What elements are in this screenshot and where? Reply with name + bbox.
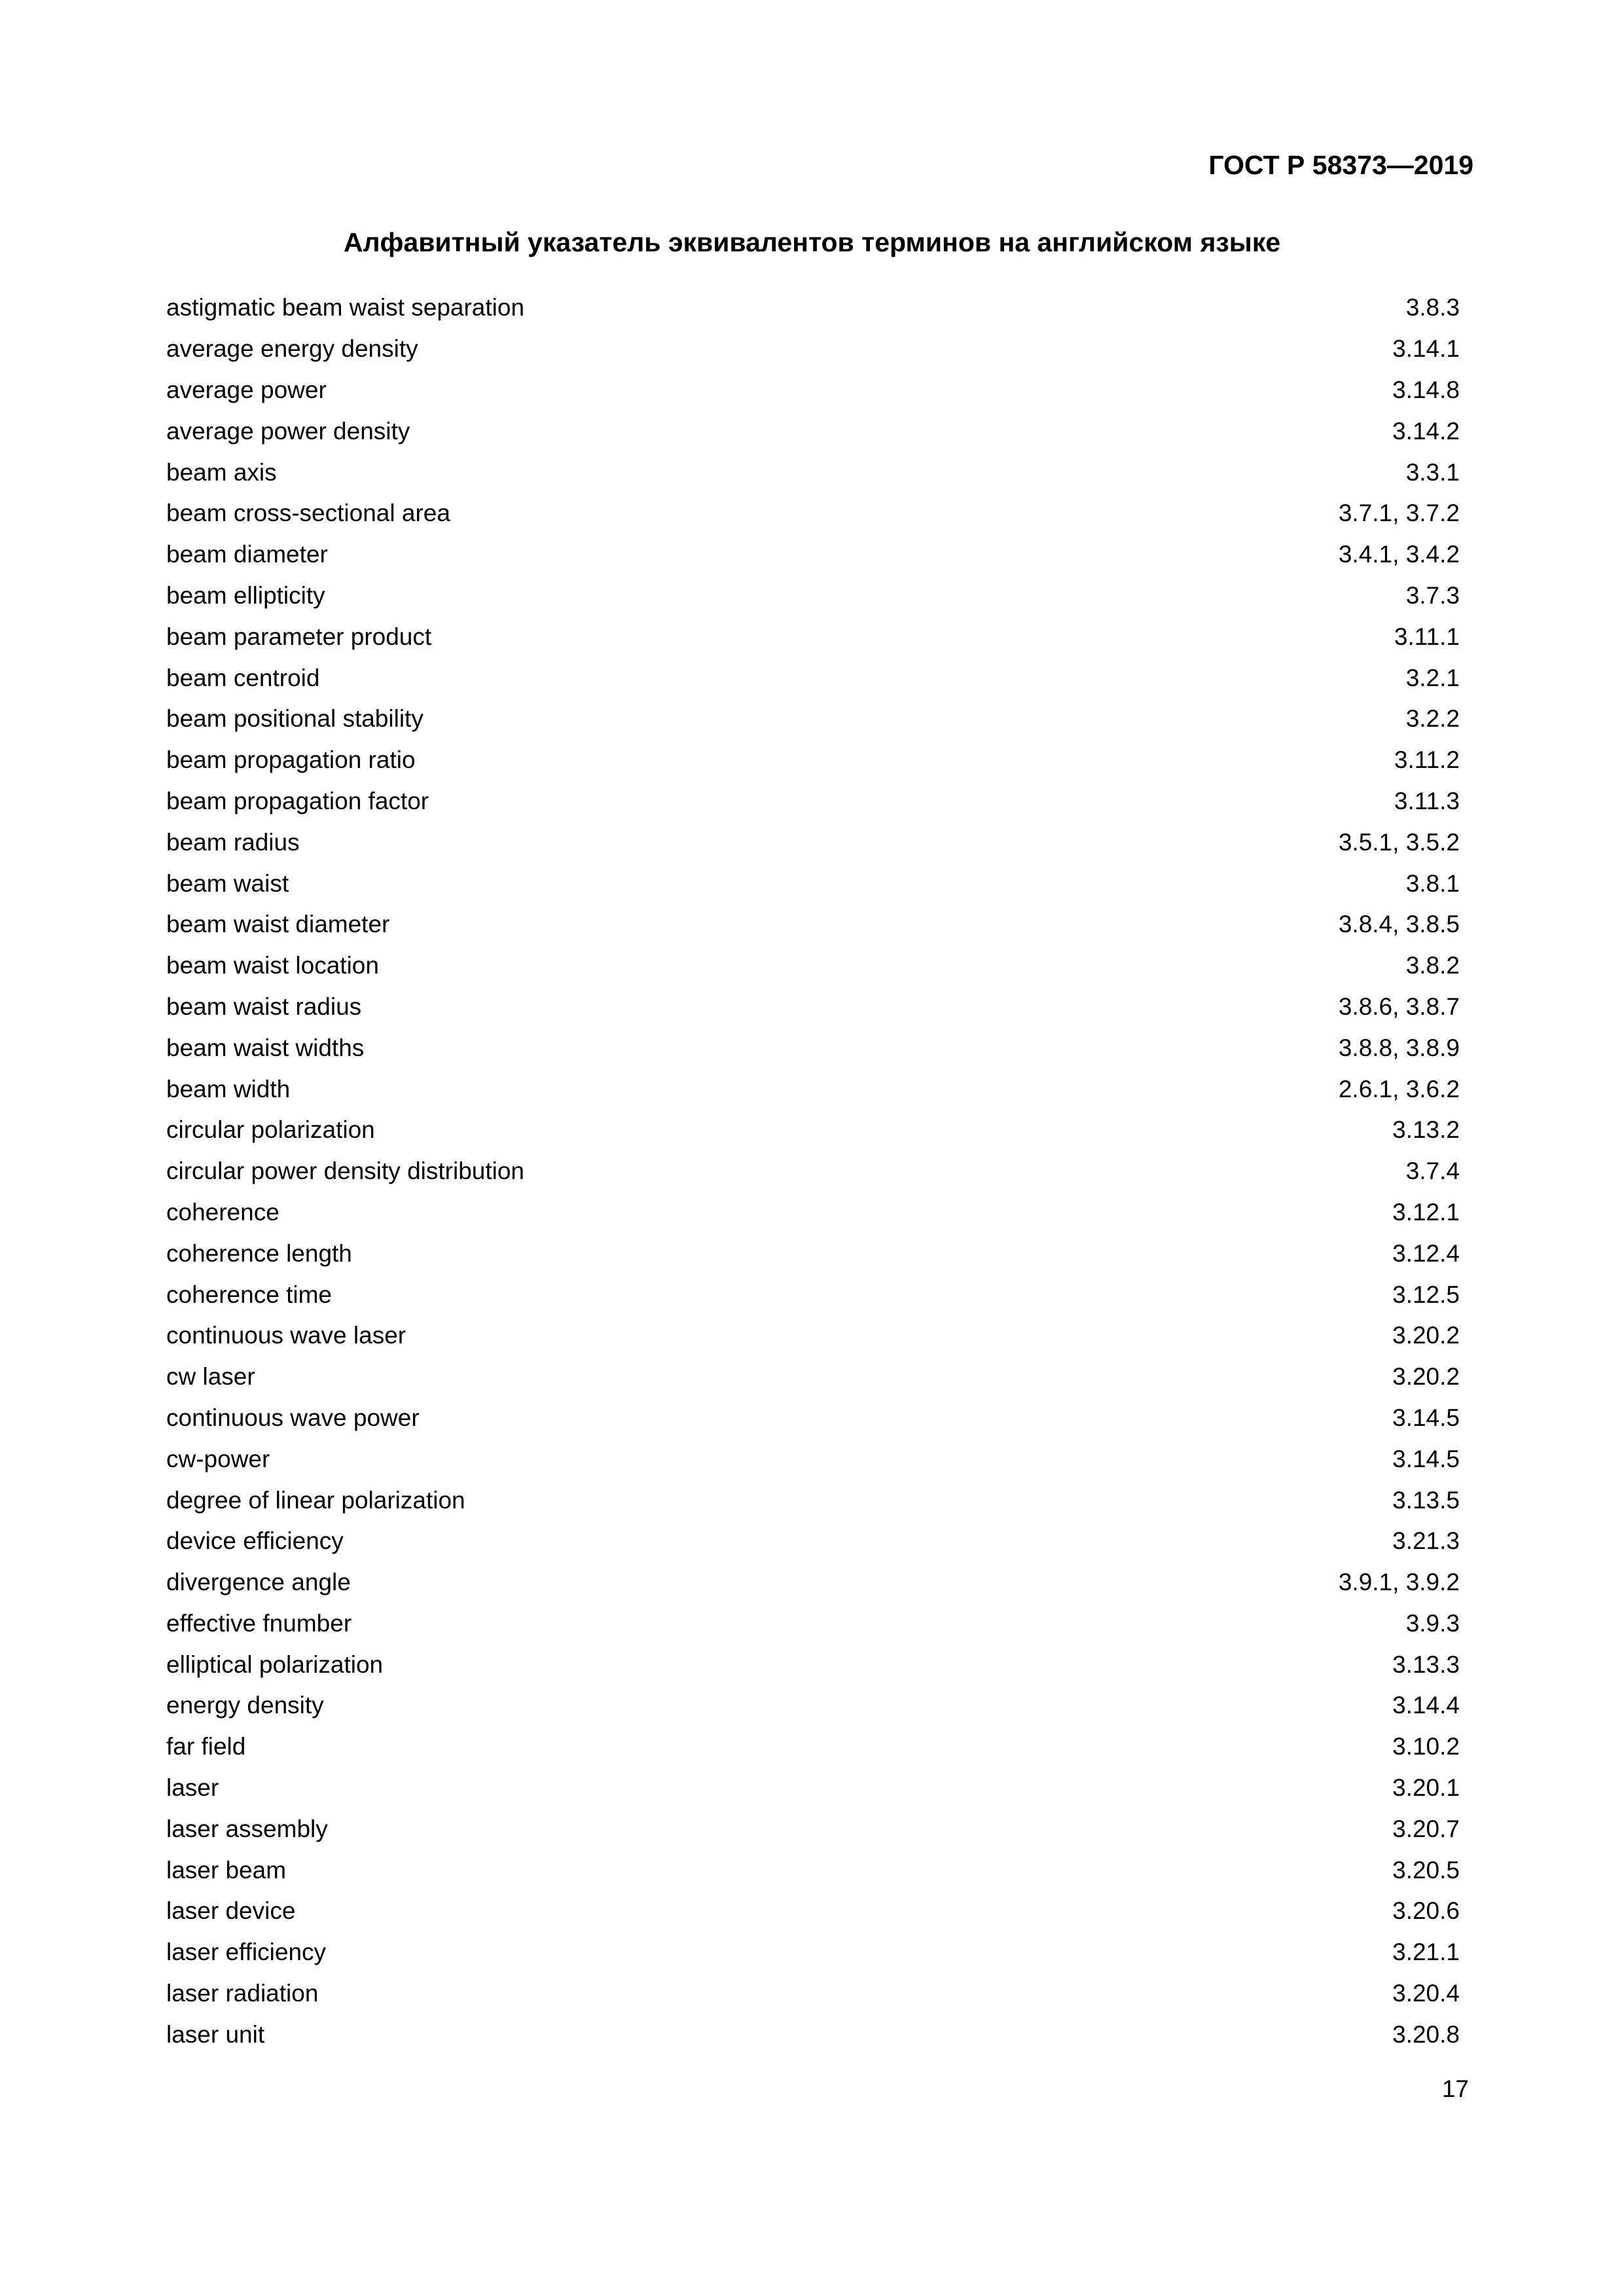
index-term: cw laser <box>166 1363 255 1391</box>
index-term: beam parameter product <box>166 623 432 650</box>
index-term: beam waist widths <box>166 1034 365 1061</box>
index-term: device efficiency <box>166 1527 344 1555</box>
index-entry <box>166 1891 1460 1932</box>
index-term: degree of linear polarization <box>166 1486 465 1514</box>
index-reference: 3.12.1 <box>1392 1198 1460 1226</box>
index-reference: 3.14.4 <box>1392 1692 1460 1719</box>
index-term: beam width <box>166 1075 291 1102</box>
index-reference: 3.13.5 <box>1392 1486 1460 1514</box>
index-title: Алфавитный указатель эквивалентов терминов на английском языке <box>343 227 1281 257</box>
index-reference: 3.8.1 <box>1405 869 1460 897</box>
document-code: ГОСТ Р 58373—2019 <box>1208 150 1473 180</box>
index-entry <box>166 1932 1460 1973</box>
page-number: 17 <box>1441 2075 1469 2102</box>
index-term: beam waist location <box>166 952 379 979</box>
index-entry <box>166 1398 1460 1439</box>
index-entry <box>166 1685 1460 1726</box>
index-term: circular polarization <box>166 1116 375 1144</box>
index-entry <box>166 987 1460 1028</box>
index-reference: 2.6.1, 3.6.2 <box>1338 1075 1460 1102</box>
index-reference: 3.13.2 <box>1392 1116 1460 1144</box>
index-entry <box>166 575 1460 617</box>
index-reference: 3.8.3 <box>1405 294 1460 321</box>
index-reference: 3.12.4 <box>1392 1239 1460 1267</box>
term-index-list <box>166 287 1460 2055</box>
index-reference: 3.21.3 <box>1392 1527 1460 1555</box>
index-entry <box>166 863 1460 904</box>
index-entry <box>166 1233 1460 1274</box>
index-term: coherence <box>166 1198 280 1226</box>
index-term: beam propagation ratio <box>166 746 416 774</box>
index-reference: 3.13.3 <box>1392 1650 1460 1678</box>
index-term: far field <box>166 1733 246 1760</box>
index-entry <box>166 1562 1460 1603</box>
index-term: continuous wave power <box>166 1404 420 1431</box>
index-term: elliptical polarization <box>166 1650 384 1678</box>
index-reference: 3.20.2 <box>1392 1322 1460 1349</box>
index-term: continuous wave laser <box>166 1322 406 1349</box>
index-term: laser beam <box>166 1856 287 1884</box>
index-reference: 3.14.2 <box>1392 417 1460 445</box>
index-entry <box>166 1438 1460 1480</box>
index-entry <box>166 1726 1460 1768</box>
index-entry <box>166 1480 1460 1521</box>
index-term: astigmatic beam waist separation <box>166 294 525 321</box>
index-entry <box>166 1808 1460 1850</box>
index-entry <box>166 904 1460 945</box>
index-reference: 3.20.6 <box>1392 1897 1460 1925</box>
index-entry <box>166 945 1460 987</box>
index-term: beam diameter <box>166 541 328 568</box>
index-entry <box>166 1315 1460 1357</box>
index-term: divergence angle <box>166 1569 351 1596</box>
index-term: laser <box>166 1774 219 1802</box>
index-reference: 3.11.1 <box>1394 623 1460 650</box>
index-term: energy density <box>166 1692 324 1719</box>
index-term: laser unit <box>166 2020 265 2048</box>
index-entry <box>166 699 1460 740</box>
index-term: beam ellipticity <box>166 581 325 609</box>
index-term: laser radiation <box>166 1980 319 2007</box>
index-term: average power density <box>166 417 410 445</box>
index-entry <box>166 1110 1460 1151</box>
index-reference: 3.14.1 <box>1392 335 1460 363</box>
index-entry <box>166 616 1460 657</box>
index-entry <box>166 452 1460 493</box>
index-reference: 3.20.5 <box>1392 1856 1460 1884</box>
index-reference: 3.21.1 <box>1392 1939 1460 1966</box>
index-term: circular power density distribution <box>166 1157 525 1185</box>
index-entry <box>166 1768 1460 1809</box>
index-term: beam propagation factor <box>166 787 429 814</box>
index-term: laser device <box>166 1897 296 1925</box>
index-entry <box>166 1274 1460 1315</box>
index-term: cw-power <box>166 1445 270 1472</box>
index-reference: 3.9.1, 3.9.2 <box>1338 1569 1460 1596</box>
index-reference: 3.14.8 <box>1392 376 1460 403</box>
index-reference: 3.8.2 <box>1405 952 1460 979</box>
index-entry <box>166 410 1460 452</box>
index-entry <box>166 822 1460 863</box>
index-reference: 3.9.3 <box>1405 1609 1460 1637</box>
index-term: laser efficiency <box>166 1939 327 1966</box>
index-entry <box>166 1027 1460 1068</box>
index-reference: 3.14.5 <box>1392 1445 1460 1472</box>
index-term: effective fnumber <box>166 1609 352 1637</box>
index-entry <box>166 287 1460 329</box>
index-reference: 3.20.2 <box>1392 1363 1460 1391</box>
index-entry <box>166 534 1460 575</box>
index-reference: 3.20.1 <box>1392 1774 1460 1802</box>
index-term: beam waist radius <box>166 993 362 1020</box>
index-term: beam waist diameter <box>166 911 390 938</box>
index-term: laser assembly <box>166 1815 328 1842</box>
index-entry <box>166 1151 1460 1192</box>
index-entry <box>166 740 1460 781</box>
index-entry <box>166 1521 1460 1562</box>
index-entry <box>166 329 1460 370</box>
index-reference: 3.2.2 <box>1405 705 1460 733</box>
index-entry <box>166 493 1460 534</box>
index-reference: 3.14.5 <box>1392 1404 1460 1431</box>
index-reference: 3.8.8, 3.8.9 <box>1338 1034 1460 1061</box>
index-reference: 3.8.4, 3.8.5 <box>1338 911 1460 938</box>
index-reference: 3.20.8 <box>1392 2020 1460 2048</box>
index-term: coherence length <box>166 1239 352 1267</box>
index-reference: 3.11.3 <box>1394 787 1460 814</box>
index-reference: 3.12.5 <box>1392 1281 1460 1308</box>
index-term: beam waist <box>166 869 289 897</box>
index-reference: 3.7.4 <box>1405 1157 1460 1185</box>
index-reference: 3.4.1, 3.4.2 <box>1338 541 1460 568</box>
index-term: beam axis <box>166 458 277 486</box>
index-entry <box>166 1192 1460 1233</box>
index-entry <box>166 781 1460 822</box>
index-reference: 3.7.3 <box>1405 581 1460 609</box>
index-term: average energy density <box>166 335 418 363</box>
index-reference: 3.7.1, 3.7.2 <box>1338 500 1460 527</box>
index-term: beam centroid <box>166 664 320 691</box>
index-term: beam radius <box>166 828 300 856</box>
index-reference: 3.11.2 <box>1394 746 1460 774</box>
index-entry <box>166 1850 1460 1891</box>
index-entry <box>166 2014 1460 2055</box>
index-reference: 3.10.2 <box>1392 1733 1460 1760</box>
index-entry <box>166 370 1460 411</box>
index-term: average power <box>166 376 327 403</box>
index-reference: 3.5.1, 3.5.2 <box>1338 828 1460 856</box>
index-term: coherence time <box>166 1281 332 1308</box>
index-term: beam cross-sectional area <box>166 500 450 527</box>
index-entry <box>166 1603 1460 1645</box>
index-entry <box>166 1644 1460 1685</box>
index-entry <box>166 1068 1460 1110</box>
index-entry <box>166 1357 1460 1398</box>
index-reference: 3.20.7 <box>1392 1815 1460 1842</box>
index-reference: 3.8.6, 3.8.7 <box>1338 993 1460 1020</box>
index-entry <box>166 657 1460 699</box>
index-entry <box>166 1973 1460 2014</box>
index-reference: 3.2.1 <box>1405 664 1460 691</box>
index-reference: 3.3.1 <box>1405 458 1460 486</box>
index-reference: 3.20.4 <box>1392 1980 1460 2007</box>
index-term: beam positional stability <box>166 705 424 733</box>
